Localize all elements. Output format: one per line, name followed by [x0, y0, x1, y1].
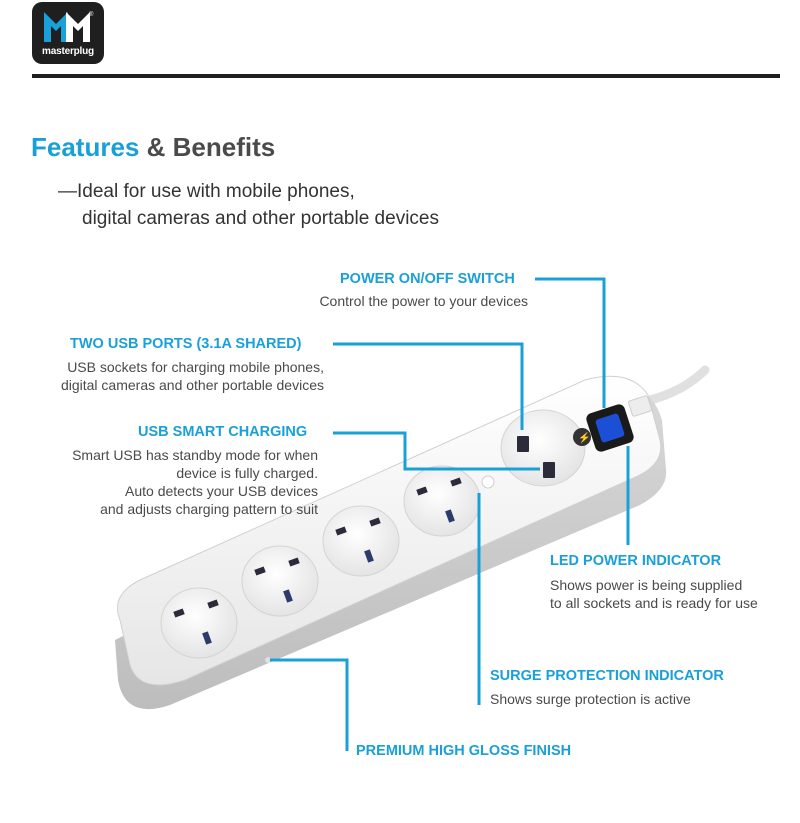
feature-surge-indicator-desc: Shows surge protection is active	[490, 691, 691, 707]
feature-led-indicator-desc	[550, 576, 758, 612]
usb-port-1	[517, 436, 529, 452]
title-rest: & Benefits	[146, 132, 276, 162]
socket-2	[242, 546, 318, 616]
smart-charging-desc-line-1: Smart USB has standby mode for when	[72, 447, 318, 463]
feature-surge-indicator-title: SURGE PROTECTION INDICATOR	[490, 668, 724, 684]
surge-indicator-light	[482, 476, 494, 488]
subtitle-line-1: —Ideal for use with mobile phones,	[58, 181, 355, 202]
usb-port-2	[543, 462, 555, 478]
feature-usb-ports-desc	[20, 358, 324, 394]
usb-ports-desc-line-2: digital cameras and other portable devices	[60, 377, 324, 393]
usb-ports-desc-line-1: USB sockets for charging mobile phones,	[67, 359, 324, 375]
led-desc-line-2: to all sockets and is ready for use	[550, 595, 758, 611]
feature-power-switch-title: POWER ON/OFF SWITCH	[340, 271, 515, 287]
feature-led-indicator-title: LED POWER INDICATOR	[550, 553, 722, 569]
subtitle-line-2: digital cameras and other portable devices	[82, 208, 439, 229]
socket-4	[404, 466, 480, 536]
smart-charging-desc-line-4: and adjusts charging pattern to suit	[100, 501, 318, 517]
feature-power-switch-desc: Control the power to your devices	[319, 293, 528, 309]
logo-wordmark: masterplug	[42, 46, 94, 57]
socket-3	[323, 506, 399, 576]
power-cable	[650, 370, 705, 400]
feature-smart-charging-desc	[20, 446, 318, 518]
smart-charging-desc-line-3: Auto detects your USB devices	[125, 483, 318, 499]
smart-charging-desc-line-2: device is fully charged.	[176, 465, 318, 481]
socket-1	[161, 588, 237, 658]
title-accent: Features	[31, 132, 140, 162]
svg-text:®: ®	[89, 12, 94, 18]
feature-gloss-finish-title: PREMIUM HIGH GLOSS FINISH	[356, 743, 572, 759]
feature-usb-ports-title: TWO USB PORTS (3.1A SHARED)	[70, 336, 302, 352]
feature-smart-charging-title: USB SMART CHARGING	[138, 424, 308, 440]
gloss-dot	[265, 657, 271, 663]
led-desc-line-1: Shows power is being supplied	[550, 577, 743, 593]
svg-text:⚡: ⚡	[578, 433, 591, 444]
